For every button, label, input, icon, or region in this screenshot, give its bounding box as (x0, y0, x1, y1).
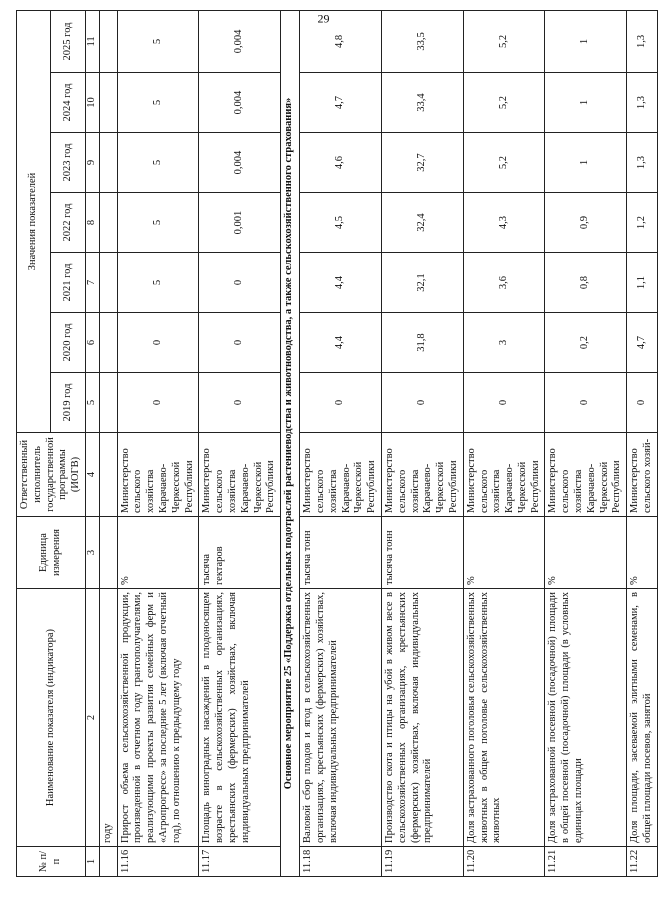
row-number: 11.17 (199, 847, 281, 877)
header-unit: Единица измерения (17, 517, 86, 589)
unit-cell: % (627, 517, 658, 589)
column-index: 3 (85, 517, 99, 589)
unit-cell: % (463, 517, 545, 589)
value-cell: 0 (199, 313, 281, 373)
responsible-cell: Министерство сельского хозяйства Карачаево-Черкесской Республики (381, 433, 463, 517)
column-index: 6 (85, 313, 99, 373)
table-row (463, 10, 545, 876)
header-year: 2025 год (51, 10, 86, 72)
row-number: 11.19 (381, 847, 463, 877)
value-cell: 1,1 (627, 253, 658, 313)
indicator-name: Валовой сбор плодов и ягод в сельскохозяйственных организациях, крестьянских (фермерских) хозяйствах, включая индивидуальных предпринимателей (300, 589, 382, 847)
value-cell: 1,3 (627, 73, 658, 133)
row-number: 11.16 (117, 847, 199, 877)
value-cell: 0 (463, 373, 545, 433)
unit-cell: тысяча тонн (381, 517, 463, 589)
value-cell: 5 (117, 253, 199, 313)
responsible-cell: Министерство сельского хозяйства Карачаево-Черкесской Республики (117, 433, 199, 517)
value-cell: 32,1 (381, 253, 463, 313)
table-row (117, 10, 199, 876)
value-cell: 4,7 (627, 313, 658, 373)
header-values-group: Значения показателей (17, 10, 51, 432)
indicator-name: Производство скота и птицы на убой в живом весе в сельскохозяйственных организациях, крестьянских (фермерских) хозяйствах, включая индивидуальных предпринимателей (381, 589, 463, 847)
value-cell: 4,6 (300, 133, 382, 193)
table-row (545, 10, 627, 876)
responsible-cell: Министерство сельского хозяй- (627, 433, 658, 517)
value-cell: 0 (300, 373, 382, 433)
table-row (381, 10, 463, 876)
value-cell: 33,5 (381, 10, 463, 72)
value-cell: 4,3 (463, 193, 545, 253)
value-cell: 0 (117, 313, 199, 373)
header-year: 2022 год (51, 193, 86, 253)
row-number: 11.21 (545, 847, 627, 877)
value-cell: 1 (545, 10, 627, 72)
value-cell: 1 (545, 133, 627, 193)
indicator-name: Доля застрахованного поголовья сельскохозяйственных животных в общем поголовье сельскохозяйственных животных (463, 589, 545, 847)
value-cell: 0 (117, 373, 199, 433)
value-cell: 5,2 (463, 10, 545, 72)
responsible-cell: Министерство сельского хозяйства Карачаево-Черкесской Республики (199, 433, 281, 517)
column-index: 11 (85, 10, 99, 72)
table-body-part-2 (300, 10, 658, 876)
value-cell: 0 (381, 373, 463, 433)
unit-cell: % (117, 517, 199, 589)
unit-cell: тысяча гектаров (199, 517, 281, 589)
header-year: 2019 год (51, 373, 86, 433)
table-body-part-1 (117, 10, 281, 876)
value-cell: 5 (117, 73, 199, 133)
value-cell: 33,4 (381, 73, 463, 133)
value-cell: 0,001 (199, 193, 281, 253)
row-number: 11.18 (300, 847, 382, 877)
value-cell: 5 (117, 10, 199, 72)
header-year: 2024 год (51, 73, 86, 133)
column-index: 1 (85, 847, 99, 877)
value-cell: 4,4 (300, 313, 382, 373)
header-year: 2023 год (51, 133, 86, 193)
column-index: 8 (85, 193, 99, 253)
value-cell: 32,4 (381, 193, 463, 253)
responsible-cell: Министерство сельского хозяйства Карачаево-Черкесской Республики (463, 433, 545, 517)
header-num: № п/п (17, 847, 86, 877)
indicator-name: Площадь виноградных насаждений в плодоносящем возрасте в сельскохозяйственных организациях, крестьянских (фермерских) хозяйствах, включая индивидуальных предпринимателей (199, 589, 281, 847)
column-index: 5 (85, 373, 99, 433)
section-row (281, 10, 300, 876)
indicator-name: Прирост объема сельскохозяйственной продукции, произведенной в отчетном году грантополучателями, реализующими проекты развития семейных ферм и «Агропрогресс» за последние 5 лет (включая отчетный год), по отношению к предыдущему году (117, 589, 199, 847)
value-cell: 32,7 (381, 133, 463, 193)
value-cell: 0,2 (545, 313, 627, 373)
value-cell: 0,9 (545, 193, 627, 253)
responsible-cell: Министерство сельского хозяйства Карачаево-Черкесской Республики (300, 433, 382, 517)
indicators-table (16, 10, 658, 877)
value-cell: 0,8 (545, 253, 627, 313)
header-year: 2021 год (51, 253, 86, 313)
header-responsible: Ответственный исполнитель государственной программы (ИОГВ) (17, 433, 86, 517)
value-cell: 3,6 (463, 253, 545, 313)
column-index-row (85, 10, 99, 876)
table-row (300, 10, 382, 876)
value-cell: 1,2 (627, 193, 658, 253)
page-number: 29 (317, 11, 330, 26)
value-cell: 5 (117, 193, 199, 253)
section-title: Основное мероприятие 25 «Поддержка отдельных подотраслей растениеводства и животноводства, а также сельскохозяйственного страхования» (281, 10, 300, 876)
value-cell: 5,2 (463, 73, 545, 133)
column-index: 7 (85, 253, 99, 313)
value-cell: 1,3 (627, 10, 658, 72)
value-cell: 0 (199, 253, 281, 313)
row-number: 11.20 (463, 847, 545, 877)
value-cell: 31,8 (381, 313, 463, 373)
value-cell: 4,7 (300, 73, 382, 133)
unit-cell: тысяча тонн (300, 517, 382, 589)
value-cell: 3 (463, 313, 545, 373)
row-number: 11.22 (627, 847, 658, 877)
header-year: 2020 год (51, 313, 86, 373)
value-cell: 0,004 (199, 73, 281, 133)
column-index: 9 (85, 133, 99, 193)
value-cell: 0 (199, 373, 281, 433)
table-row (627, 10, 658, 876)
value-cell: 0,004 (199, 133, 281, 193)
column-index: 2 (85, 589, 99, 847)
value-cell: 1 (545, 73, 627, 133)
value-cell: 1,3 (627, 133, 658, 193)
indicator-name: Доля застрахованной посевной (посадочной) площади в общей посевной (посадочной) площади (в условных единицах площади (545, 589, 627, 847)
column-index: 4 (85, 433, 99, 517)
value-cell: 4,8 (300, 10, 382, 72)
indicator-name: Доля площади, засеваемой элитными семенами, в общей площади посевов, занятой (627, 589, 658, 847)
value-cell: 0 (545, 373, 627, 433)
value-cell: 0,004 (199, 10, 281, 72)
value-cell: 4,5 (300, 193, 382, 253)
value-cell: 4,4 (300, 253, 382, 313)
responsible-cell: Министерство сельского хозяйства Карачаево-Черкесской Республики (545, 433, 627, 517)
value-cell: 5,2 (463, 133, 545, 193)
value-cell: 5 (117, 133, 199, 193)
continuation-text: году (99, 589, 117, 847)
header-row-1 (17, 10, 51, 876)
table-row (199, 10, 281, 876)
unit-cell: % (545, 517, 627, 589)
continuation-row (99, 10, 117, 876)
value-cell: 0 (627, 373, 658, 433)
column-index: 10 (85, 73, 99, 133)
header-name: Наименование показателя (индикатора) (17, 589, 86, 847)
